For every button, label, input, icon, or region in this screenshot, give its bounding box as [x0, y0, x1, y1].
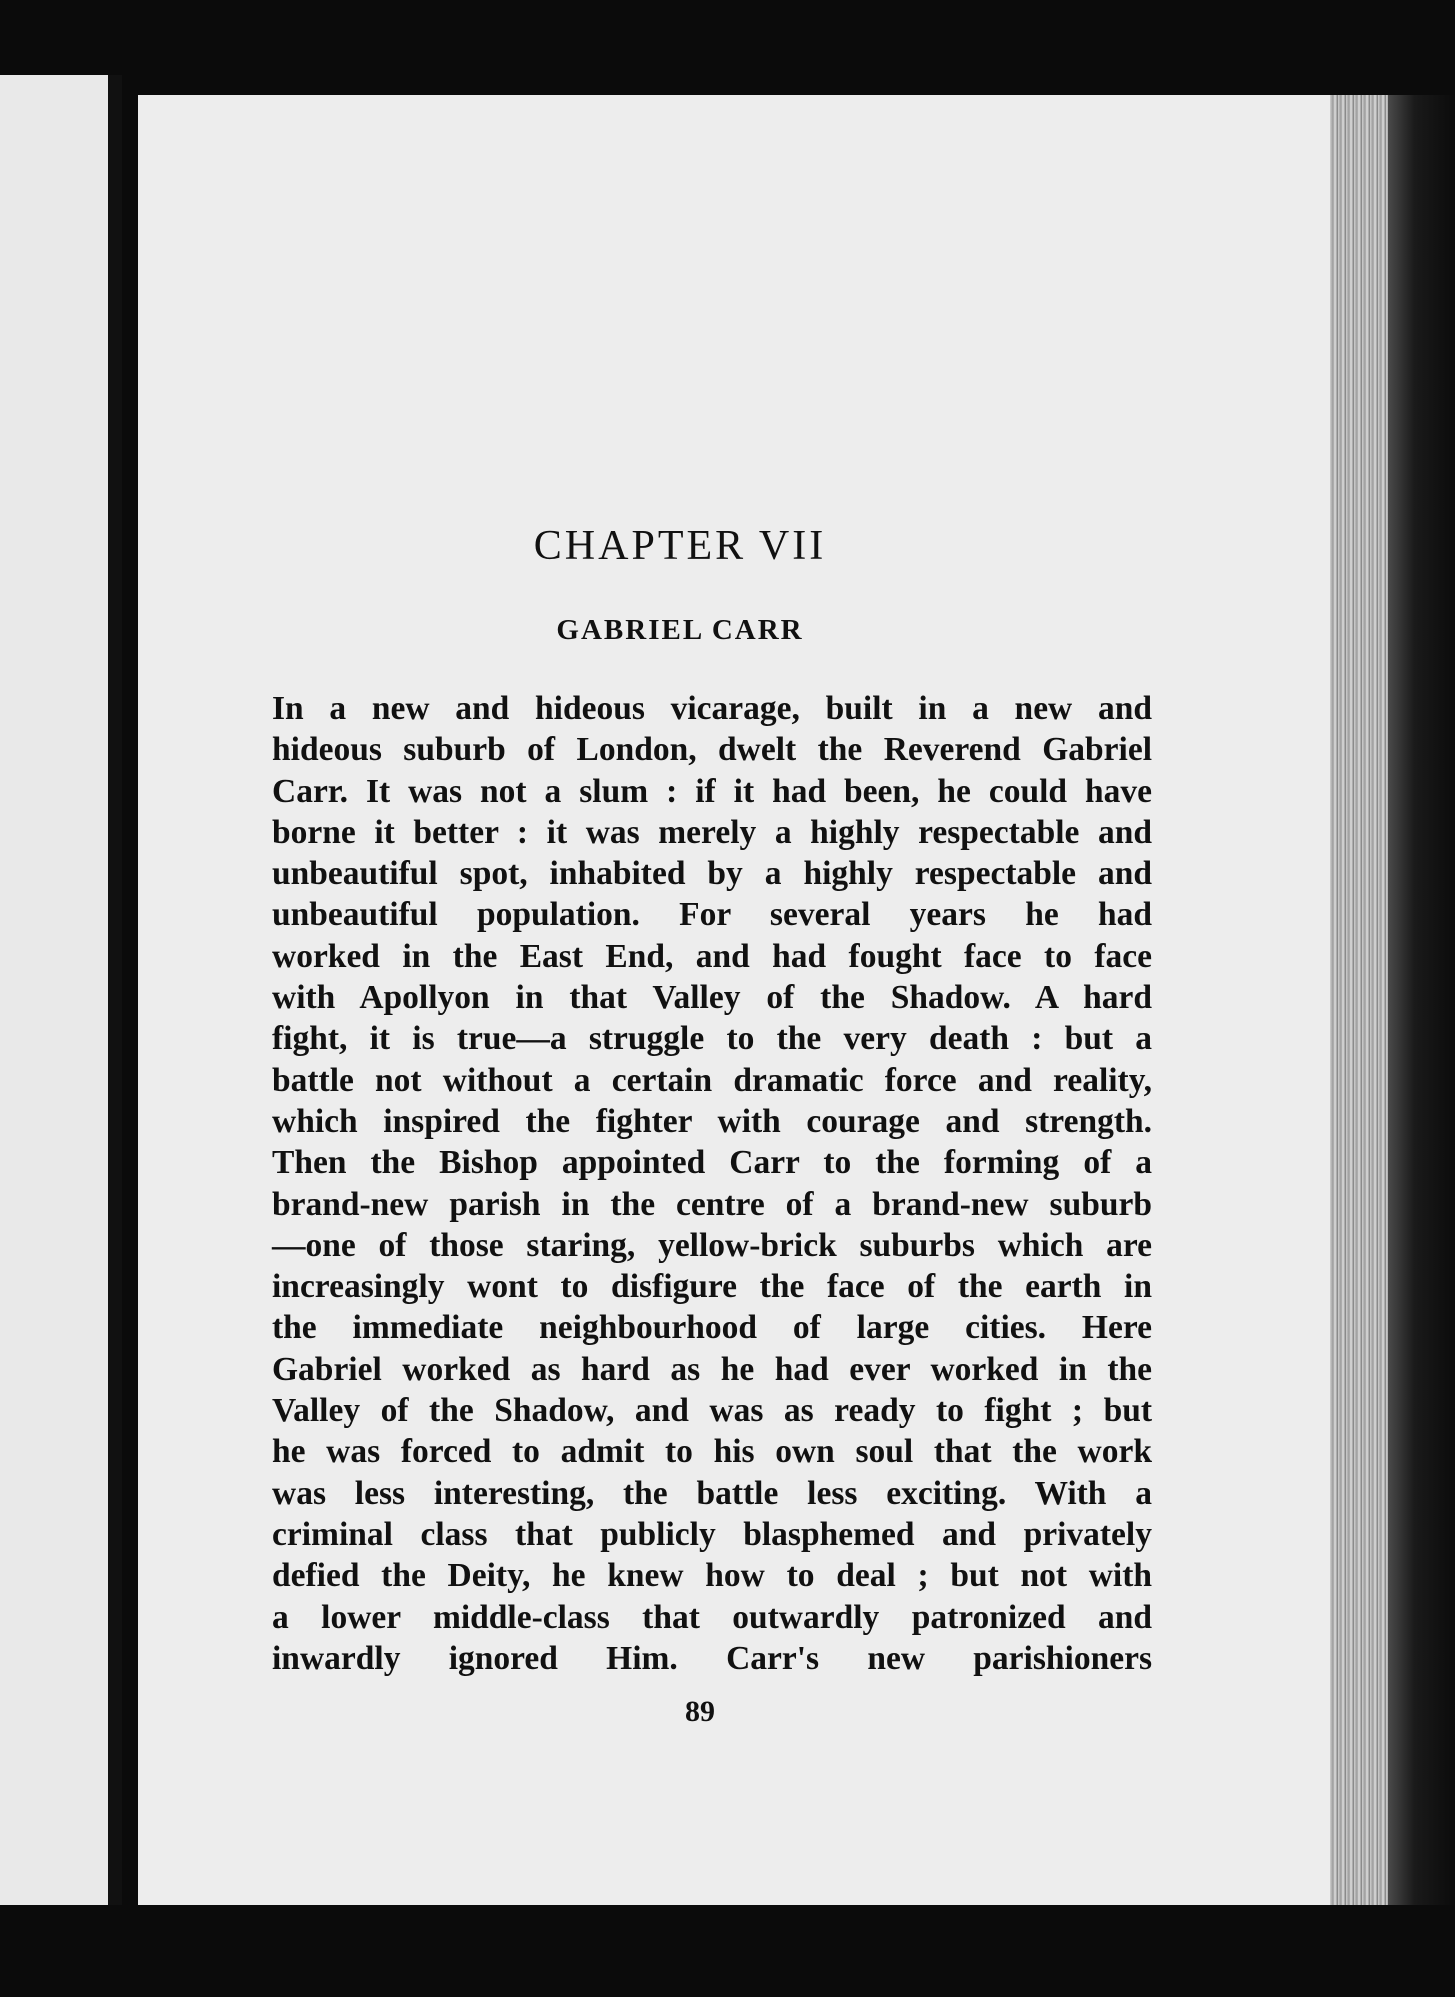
text-line: which inspired the fighter with courage and strength.: [272, 1102, 1152, 1140]
text-line: brand-new parish in the centre of a brand-new suburb: [272, 1185, 1152, 1223]
text-line: hideous suburb of London, dwelt the Reverend Gabriel: [272, 731, 1152, 769]
text-line: In a new and hideous vicarage, built in a new and: [272, 690, 1152, 727]
text-line: the immediate neighbourhood of large cities. Here: [272, 1309, 1152, 1347]
text-line: criminal class that publicly blasphemed and privately: [272, 1515, 1152, 1553]
text-line: borne it better : it was merely a highly respectable and: [272, 813, 1152, 851]
text-line: with Apollyon in that Valley of the Shadow. A hard: [272, 979, 1152, 1017]
text-line: fight, it is true—a struggle to the very death : but a: [272, 1020, 1152, 1058]
text-line: unbeautiful spot, inhabited by a highly respectable and: [272, 855, 1152, 893]
text-line: Then the Bishop appointed Carr to the forming of a: [272, 1144, 1152, 1182]
page-edges: [1330, 95, 1388, 1905]
text-line: he was forced to admit to his own soul that the work: [272, 1433, 1152, 1471]
text-line: a lower middle-class that outwardly patronized and: [272, 1598, 1152, 1636]
chapter-title: CHAPTER VII: [533, 523, 827, 569]
text-line: unbeautiful population. For several years he had: [272, 896, 1152, 934]
chapter-body-text: [272, 688, 1152, 1679]
text-line: battle not without a certain dramatic force and reality,: [272, 1061, 1152, 1099]
text-line: increasingly wont to disfigure the face of the earth in: [272, 1268, 1152, 1306]
left-page-margin: [0, 75, 122, 1905]
text-line: defied the Deity, he knew how to deal ; but not with: [272, 1557, 1152, 1595]
text-line: worked in the East End, and had fought face to face: [272, 937, 1152, 975]
text-line: was less interesting, the battle less exciting. With a: [272, 1474, 1152, 1512]
text-line: inwardly ignored Him. Carr's new parishioners: [272, 1639, 1152, 1677]
chapter-subtitle: GABRIEL CARR: [556, 614, 804, 646]
text-line: Valley of the Shadow, and was as ready to fight ; but: [272, 1392, 1152, 1430]
text-line: Gabriel worked as hard as he had ever worked in the: [272, 1350, 1152, 1388]
text-line: Carr. It was not a slum : if it had been, he could have: [272, 772, 1152, 810]
text-line: —one of those staring, yellow-brick suburbs which are: [272, 1226, 1152, 1264]
book-spine: [1388, 95, 1455, 1905]
page-number: 89: [685, 1695, 715, 1728]
